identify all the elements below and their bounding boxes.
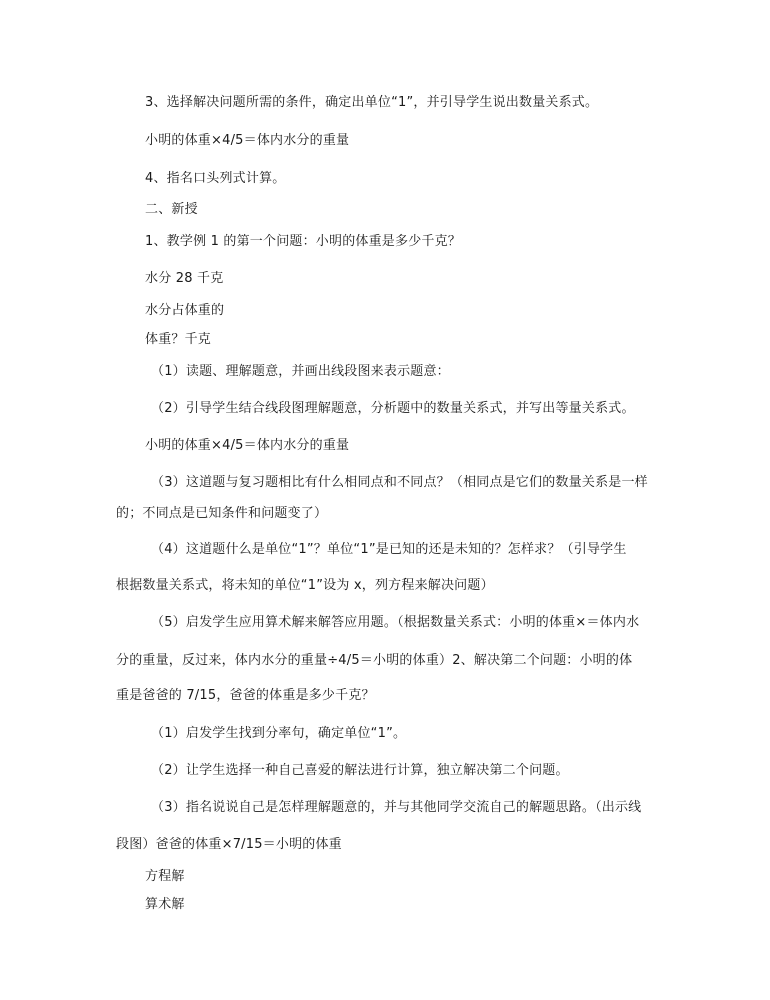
text-line: 体重？千克 — [145, 332, 212, 347]
text-line: （2）让学生选择一种自己喜爱的解法进行计算，独立解决第二个问题。 — [151, 763, 569, 778]
text-line: 算术解 — [145, 897, 185, 912]
text-line: 重是爸爸的 7/15，爸爸的体重是多少千克？ — [116, 688, 375, 703]
section-heading: 二、新授 — [145, 202, 198, 217]
text-line: （3）这道题与复习题相比有什么相同点和不同点？（相同点是它们的数量关系是一样 — [151, 475, 648, 490]
text-line: 水分 28 千克 — [145, 271, 224, 286]
text-line: 水分占体重的 — [145, 303, 225, 318]
text-line: 方程解 — [145, 869, 185, 884]
text-line: 小明的体重×4/5＝体内水分的重量 — [145, 133, 350, 148]
text-line: 的；不同点是已知条件和问题变了） — [116, 506, 328, 521]
text-line: 段图）爸爸的体重×7/15＝小明的体重 — [116, 837, 342, 852]
text-line: 3、选择解决问题所需的条件，确定出单位“1”，并引导学生说出数量关系式。 — [145, 95, 599, 110]
text-line: （4）这道题什么是单位“1”？单位“1”是已知的还是未知的？怎样求？（引导学生 — [151, 542, 627, 557]
text-line: 根据数量关系式，将未知的单位“1”设为 x，列方程来解决问题） — [116, 578, 494, 593]
text-line: 小明的体重×4/5＝体内水分的重量 — [145, 438, 350, 453]
text-line: （2）引导学生结合线段图理解题意，分析题中的数量关系式，并写出等量关系式。 — [151, 401, 635, 416]
text-line: 4、指名口头列式计算。 — [145, 171, 286, 186]
text-line: （1）读题、理解题意，并画出线段图来表示题意： — [151, 364, 450, 379]
text-line: （1）启发学生找到分率句，确定单位“1”。 — [151, 726, 407, 741]
text-line: 1、教学例 1 的第一个问题：小明的体重是多少千克？ — [145, 234, 462, 249]
text-line: （3）指名说说自己是怎样理解题意的，并与其他同学交流自己的解题思路。（出示线 — [151, 800, 642, 815]
text-line: 分的重量，反过来，体内水分的重量÷4/5＝小明的体重）2、解决第二个问题：小明的体 — [116, 653, 633, 668]
text-line: （5）启发学生应用算术解来解答应用题。（根据数量关系式：小明的体重×＝体内水 — [151, 615, 640, 630]
